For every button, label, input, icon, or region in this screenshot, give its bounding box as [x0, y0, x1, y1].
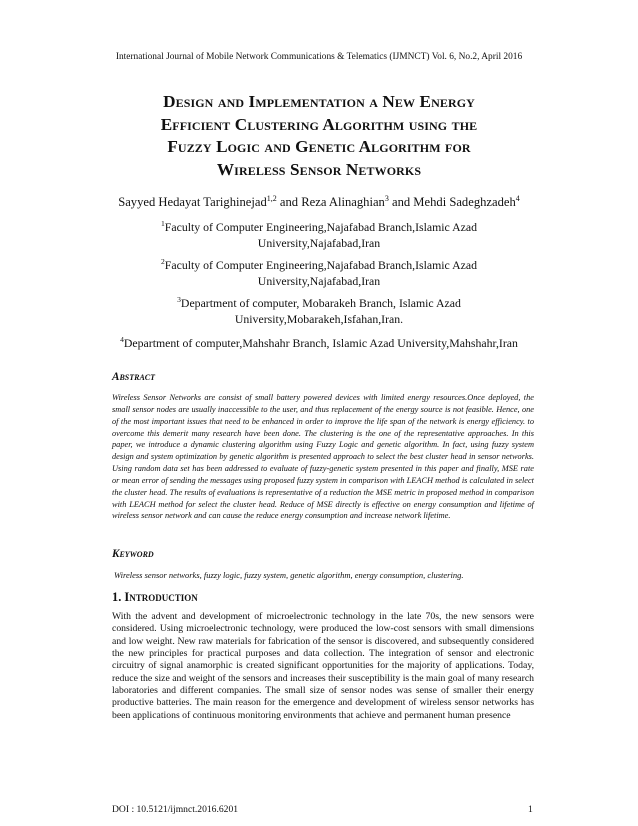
affiliation-line: Department of computer, Mobarakeh Branch, Islamic Azad: [180, 295, 461, 310]
affiliation: [60, 216, 578, 251]
affiliation-sup: 3: [177, 295, 181, 304]
author-name: Sayyed Hedayat Tarighinejad: [118, 195, 267, 210]
affiliation-line: Faculty of Computer Engineering,Najafabad Branch,Islamic Azad: [164, 257, 477, 272]
paper-title: [60, 91, 578, 181]
author-affiliation-sup: 4: [515, 194, 520, 203]
author-affiliation-sup: 1,2: [266, 194, 277, 203]
keyword-heading: Keyword: [112, 548, 154, 560]
page-number: 1: [528, 804, 533, 815]
affiliation-line: University,Najafabad,Iran: [257, 273, 381, 288]
affiliation-line: University,Mobarakeh,Isfahan,Iran.: [234, 311, 404, 326]
abstract-text: Wireless Sensor Networks are consist of small battery powered devices with limited energy resources.Once deployed, the small sensor nodes are usually inaccessible to the user, and thus replacement of the energy source is not feasible. Hence, one of the most important issues that need to be enhanced in order to improve the life span of the network is energy efficiency. to overcome this demerit many research have been done. The clustering is the one of the representative approaches. In this paper, we introduce a dynamic clustering algorithm using Fuzzy Logic and genetic algorithm. In fact, using fuzzy system design and system optimization by genetic algorithm is presented approach to select the best cluster head in sensor networks. Using random data set has been addressed to evaluate of fuzzy-genetic system presented in this paper and finally, MSE rate or mean error of sending the messages using proposed fuzzy system in comparison with LEACH method is calculated in select the cluster head. The results of evaluations is representative of a reduction the MSE metric in proposed method in comparison with LEACH method for select the cluster head. Reduce of MSE directly is effective on energy consumption and lifetime of wireless sensor network and can cause the reduce energy consumption and increase network lifetime.: [112, 393, 534, 521]
keyword-text: Wireless sensor networks, fuzzy logic, fuzzy system, genetic algorithm, energy consumption, clustering.: [114, 570, 464, 580]
title-line: Efficient Clustering Algorithm using the: [160, 114, 478, 134]
affiliation-line: Faculty of Computer Engineering,Najafabad Branch,Islamic Azad: [164, 219, 477, 234]
affiliation-sup: 4: [120, 335, 124, 344]
author-name: and Reza Alinaghian: [276, 195, 385, 210]
affiliation: [60, 254, 578, 289]
affiliation-line: University,Najafabad,Iran: [257, 235, 381, 250]
affiliation-sup: 1: [161, 219, 165, 228]
doi-footer: DOI : 10.5121/ijmnct.2016.6201: [112, 804, 239, 815]
running-header: International Journal of Mobile Network Communications & Telematics (IJMNCT) Vol. 6, No.2, April 2016: [115, 52, 523, 62]
title-line: Design and Implementation a New Energy: [163, 92, 475, 111]
introduction-heading: 1. Introduction: [112, 590, 198, 604]
author-name: and Mehdi Sadeghzadeh: [388, 195, 516, 210]
affiliation: [60, 292, 578, 327]
affiliation-sup: 2: [161, 257, 165, 266]
affiliation-line: Department of computer,Mahshahr Branch, Islamic Azad University,Mahshahr,Iran: [123, 335, 518, 350]
introduction-text: With the advent and development of microelectronic technology in the late 70s, the new sensors were considered. Using microelectronic technology, were produced the low-cost sensors with small dimensions and low weight. New raw materials for fabrication of the sensor is discovered, and subsequently considered the new principles for practical purposes and data collection. The integration of sensor and electronic circuitry of signal anamorphic is created significant opportunities for the majority of applications. Today, reduce the size and weight of the sensors and increases their susceptibility is the main goal of many research laboratories and different companies. The small size of sensor nodes was sense of smaller their energy productive batteries. The main reason for the emergence and development of wireless sensor networks has been applications of continuous monitoring environments that achieve and permanent human presence: [112, 611, 534, 721]
title-line: Wireless Sensor Networks: [216, 159, 422, 179]
title-line: Fuzzy Logic and Genetic Algorithm for: [167, 137, 471, 156]
author-affiliation-sup: 3: [384, 194, 389, 203]
abstract-heading: Abstract: [112, 371, 156, 383]
author-list: [40, 194, 598, 210]
affiliation: [20, 332, 618, 351]
